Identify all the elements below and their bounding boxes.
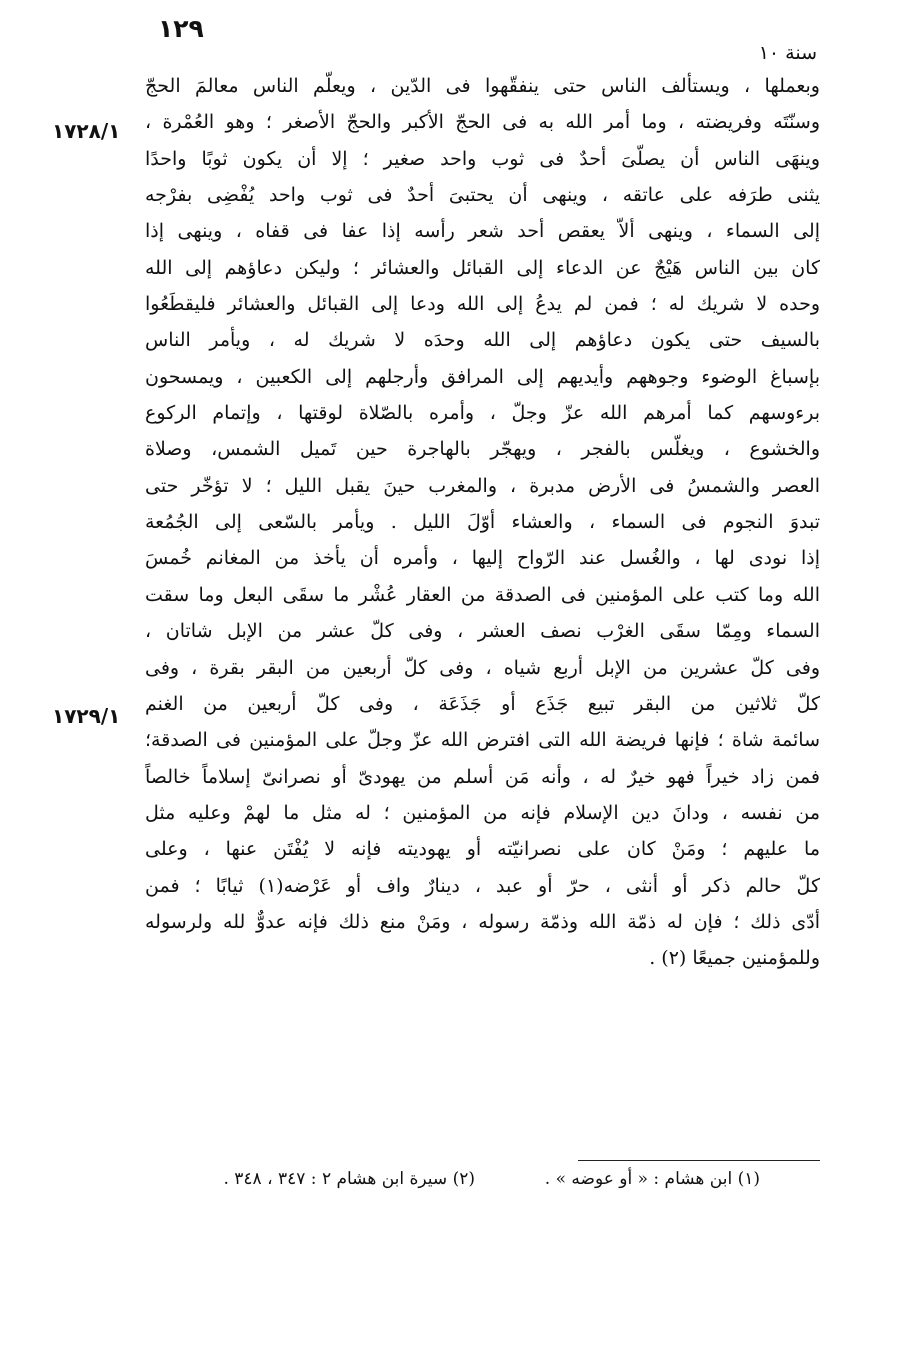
main-text-block: [145, 68, 820, 977]
text-line: وفى كلّ عشرين من الإبل أربع شياه ، وفى كلّ أربعين من البقر بقرة ، وفى: [145, 656, 820, 679]
text-line: كلّ ثلاثين من البقر تبيع جَذَع أو جَذَعَة ، وفى كلّ أربعين من الغنم: [145, 692, 820, 715]
text-line: ما عليهم ؛ ومَنْ كان على نصرانيّته أو يهوديته فإنه لا يُفْتَن عنها ، وعلى: [145, 838, 820, 861]
text-line: برءوسهم كما أمرهم الله عزّ وجلّ ، وأمره بالصّلاة لوقتها ، وإتمام الركوع: [145, 402, 820, 425]
running-head: سنة ١٠: [758, 42, 817, 64]
text-line: وينهَى الناس أن يصلّىَ أحدٌ فى ثوب واحد صغير ؛ إلا أن يكون ثوبًا واحدًا: [145, 147, 820, 170]
text-line: وللمؤمنين جميعًا (٢) .: [649, 947, 820, 970]
text-line: من نفسه ، ودانَ دين الإسلام فإنه من المؤمنين ؛ له مثل ما لهمْ وعليه مثل: [145, 801, 820, 824]
text-line: الله وما كتب على المؤمنين فى الصدقة من العقار عُشْر ما سقَى البعل وما سقت: [145, 583, 820, 606]
text-line: إذا نودى لها ، والغُسل عند الرّواح إليها ، وأمره أن يأخذ من المغانم خُمسَ: [145, 547, 820, 570]
text-line: سائمة شاة ؛ فإنها فريضة الله التى افترض الله عزّ وجلّ على المؤمنين فى الصدقة؛: [145, 729, 820, 752]
footnote: (١) ابن هشام : « أو عوضه » .: [544, 1169, 760, 1189]
text-line: أدّى ذلك ؛ فإن له ذمّة الله وذمّة رسوله ، ومَنْ منع ذلك فإنه عدوٌّ لله ولرسوله: [145, 910, 820, 933]
text-line: وسنّتَه وفريضته ، وما أمر الله به فى الحجّ الأكبر والحجّ الأصغر ؛ وهو العُمْرة ،: [145, 111, 820, 134]
text-line: السماء ومِمّا سقَى الغرْب نصف العشر ، وفى كلّ عشر من الإبل شاتان ،: [145, 620, 820, 643]
margin-note-year: ١٧٢٨/١: [52, 119, 121, 143]
margin-note-year: ١٧٢٩/١: [52, 704, 121, 728]
text-line: فمن زاد خيراً فهو خيرٌ له ، وأنه مَن أسلم من يهودىّ أو نصرانىّ إسلاماً خالصاً: [145, 765, 820, 788]
footnote: (٢) سيرة ابن هشام ٢ : ٣٤٧ ، ٣٤٨ .: [223, 1169, 475, 1189]
text-line: بالسيف حتى يكون دعاؤهم إلى الله وحدَه لا شريك له ، ويأمر الناس: [145, 329, 820, 352]
text-line: العصر والشمسُ فى الأرض مدبرة ، والمغرب حينَ يقبل الليل ؛ لا تؤخّر حتى: [145, 474, 820, 497]
text-line: والخشوع ، ويغلّس بالفجر ، ويهجّر بالهاجرة حين تَميل الشمس، وصلاة: [145, 438, 820, 461]
text-line: إلى السماء ، وينهى ألاّ يعقص أحد شعر رأسه إذا عفا فى قفاه ، وينهى إذا: [145, 220, 820, 243]
text-line: كان بين الناس هَيْجٌ عن الدعاء إلى القبائل والعشائر ؛ وليكن دعاؤهم إلى الله: [145, 256, 820, 279]
text-line: كلّ حالم ذكر أو أنثى ، حرّ أو عبد ، دينارٌ واف أو عَرْضه(١) ثيابًا ؛ فمن: [145, 874, 820, 897]
footnote-divider: [578, 1160, 820, 1161]
text-line: تبدوَ النجوم فى السماء ، والعشاء أوّلَ الليل . ويأمر بالسّعى إلى الجُمُعة: [145, 511, 820, 534]
page-number: ١٢٩: [158, 14, 204, 43]
text-line: يثنى طرَفه على عاتقه ، وينهى أن يحتبىَ أحدٌ فى ثوب واحد يُفْضِى بفرْجه: [145, 184, 820, 207]
text-line: وبعملها ، ويستألف الناس حتى ينفقّهوا فى الدّين ، ويعلّم الناس معالمَ الحجّ: [145, 75, 820, 97]
text-line: بإسباغ الوضوء وجوههم وأيديهم إلى المرافق وأرجلهم إلى الكعبين ، ويمسحون: [145, 365, 820, 388]
text-line: وحده لا شريك له ؛ فمن لم يدعُ إلى الله ودعا إلى القبائل والعشائر فليقطَعُوا: [145, 293, 820, 316]
